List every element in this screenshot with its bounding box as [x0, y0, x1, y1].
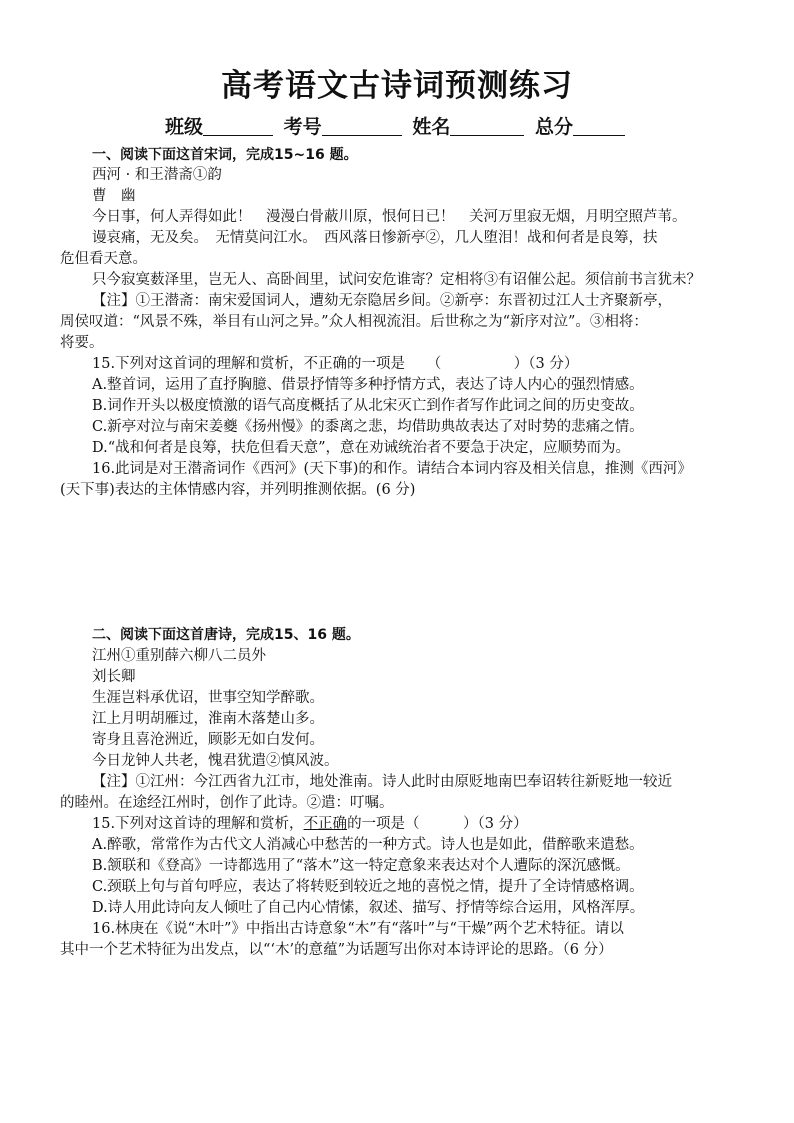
section2-poem-line: 生涯岂料承优诏，世事空知学醉歌。	[92, 690, 324, 706]
section2-author: 刘长卿	[92, 669, 136, 685]
section2-poem-line: 今日龙钟人共老，愧君犹遣②慎风波。	[92, 753, 339, 769]
section1-poem-title: 西河 · 和王潜斋①韵	[92, 167, 222, 183]
section1-poem-line: 谩哀痛，无及矣。 无情莫问江水。 西风落日惨新亭②，几人堕泪！战和何者是良筹，扶	[92, 230, 658, 246]
section1-question-16: 16.此词是对王潜斋词作《西河》(天下事)的和作。请结合本词内容及相关信息，推测《西河》	[92, 461, 692, 477]
section2-heading: 二、阅读下面这首唐诗，完成15、16 题。	[92, 627, 360, 643]
class-blank[interactable]	[203, 117, 273, 136]
section1-option-b: B.词作开头以极度愤激的语气高度概括了从北宋灭亡到作者写作此词之间的历史变故。	[92, 398, 644, 414]
total-score-blank[interactable]	[573, 117, 625, 136]
section2-option-d: D.诗人用此诗向友人倾吐了自己内心情愫，叙述、描写、抒情等综合运用，风格浑厚。	[92, 900, 645, 916]
page-title: 高考语文古诗词预测练习	[221, 68, 573, 104]
section1-option-c: C.新亭对泣与南宋姜夔《扬州慢》的黍离之悲，均借助典故表达了对时势的悲痛之情。	[92, 419, 644, 435]
exam-number-label: 考号	[283, 116, 322, 138]
section2-poem-line: 江上月明胡雁过，淮南木落楚山多。	[92, 711, 324, 727]
name-label: 姓名	[412, 116, 451, 138]
section1-heading: 一、阅读下面这首宋词，完成15~16 题。	[92, 147, 358, 163]
section2-note: 的睦州。在途经江州时，创作了此诗。②遣：叮嘱。	[60, 795, 394, 811]
section2-option-a: A.醉歌，常常作为古代文人消减心中愁苦的一种方式。诗人也是如此，借醉歌来遣愁。	[92, 837, 644, 853]
section1-note: 【注】①王潜斋：南宋爱国词人，遭劾无奈隐居乡间。②新亭：东晋初过江人士齐聚新亭，	[92, 293, 672, 309]
exam-number-blank[interactable]	[322, 117, 402, 136]
section2-question-15	[92, 814, 750, 835]
section1-option-d: D.“战和何者是良筹，扶危但看天意”，意在劝诫统治者不要急于决定，应顺势而为。	[92, 440, 631, 456]
section2-poem-line: 寄身且喜沧洲近，顾影无如白发何。	[92, 732, 324, 748]
section1-poem-line: 危但看天意。	[60, 251, 147, 267]
section1-poem-line: 今日事，何人弄得如此！ 漫漫白骨蔽川原，恨何日已！ 关河万里寂无烟，月明空照芦苇。	[92, 209, 687, 225]
section1-poem-line: 只今寂寞薮泽里，岂无人、高卧闾里，试问安危谁寄？定相将③有诏催公起。须信前书言犹未？	[92, 272, 701, 288]
q15-underlined-word: 不正确	[303, 816, 348, 832]
section1-author: 曹 幽	[92, 188, 136, 204]
section1-option-a: A.整首词，运用了直抒胸臆、借景抒情等多种抒情方式，表达了诗人内心的强烈情感。	[92, 377, 644, 393]
section2-poem-title: 江州①重别薛六柳八二员外	[92, 648, 266, 664]
q15-prefix: 15.下列对这首诗的理解和赏析，	[92, 816, 304, 832]
total-score-label: 总分	[534, 116, 573, 138]
section2-question-16: 16.林庚在《说“木叶”》中指出古诗意象“木”有“落叶”与“干燥”两个艺术特征。请以	[92, 921, 624, 937]
section2-question-16: 其中一个艺术特征为出发点，以“‘木’的意蕴”为话题写出你对本诗评论的思路。（6 分）	[60, 942, 613, 958]
class-label: 班级	[165, 116, 204, 138]
section1-question-16: (天下事)表达的主体情感内容，并列明推测依据。(6 分)	[60, 482, 416, 498]
section2-note: 【注】①江州：今江西省九江市，地处淮南。诗人此时由原贬地南巴奉诏转往新贬地一较近	[92, 774, 672, 790]
section2-option-b: B.颔联和《登高》一诗都选用了“落木”这一特定意象来表达对个人遭际的深沉感慨。	[92, 858, 630, 874]
section1-question-15: 15.下列对这首词的理解和赏析，不正确的一项是 （ ）（3 分）	[92, 356, 579, 372]
name-blank[interactable]	[450, 117, 524, 136]
q15-suffix: 的一项是（ ）（3 分）	[347, 816, 528, 832]
section1-note: 周侯叹道：“风景不殊，举目有山河之异。”众人相视流泪。后世称之为“新序对泣”。③相将：	[60, 314, 648, 330]
section1-note: 将要。	[60, 335, 104, 351]
section2-option-c: C.颈联上句与首句呼应，表达了将转贬到较近之地的喜悦之情，提升了全诗情感格调。	[92, 879, 644, 895]
student-info-fields	[0, 112, 794, 139]
